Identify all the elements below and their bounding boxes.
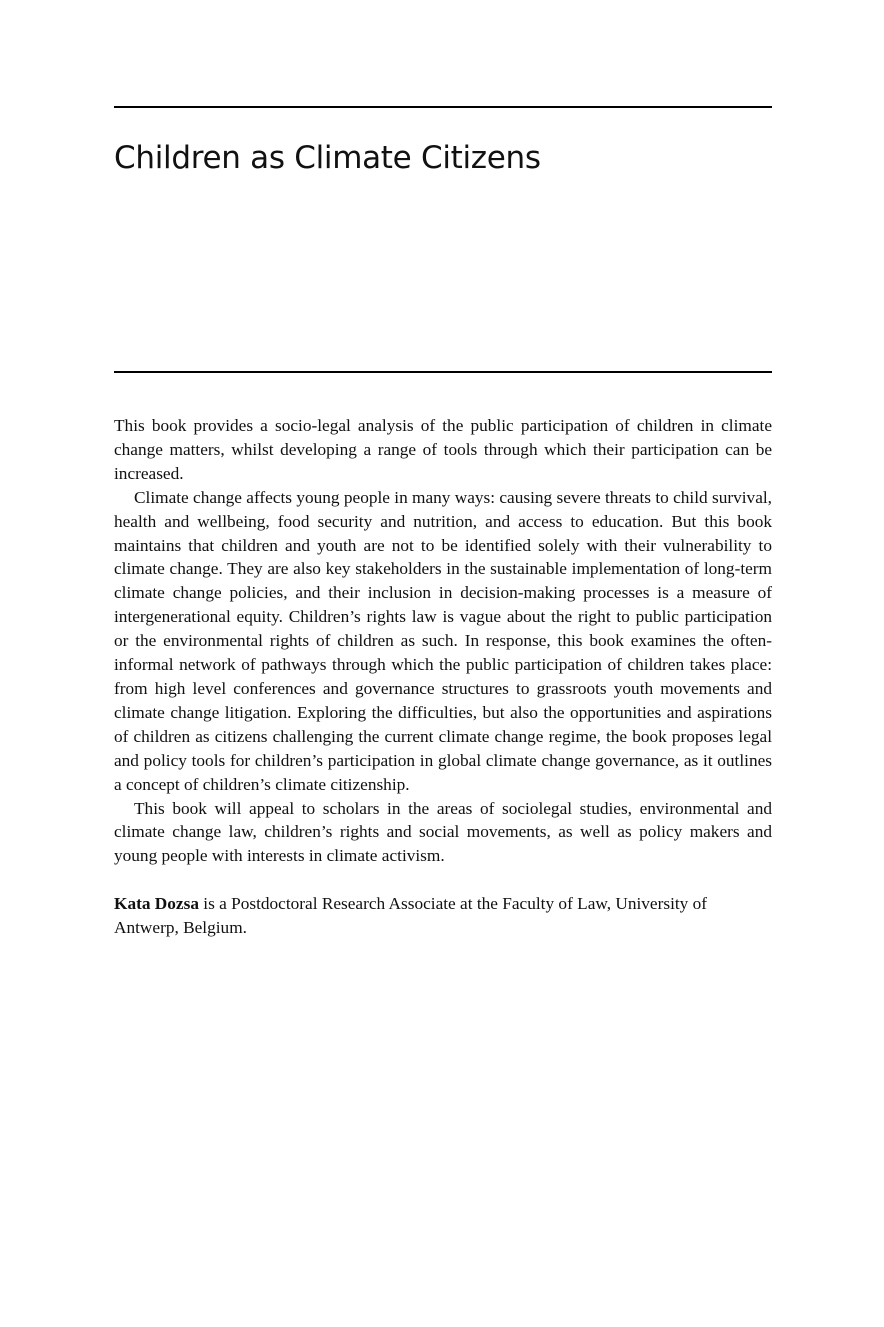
description-paragraph-audience: This book will appeal to scholars in the areas of sociolegal studies, environmental and climate change law, children’s rights and social movements, as well as policy makers and young people with interests in climate activism. (114, 798, 772, 866)
author-name: Kata Dozsa (114, 894, 199, 914)
top-rule (114, 106, 772, 108)
author-bio-text: is a Postdoctoral Research Associate at the Faculty of Law, University of Antwerp, Belgium. (114, 894, 708, 938)
book-description (114, 414, 772, 940)
middle-rule (114, 371, 772, 373)
description-paragraph-intro: This book provides a socio-legal analysis of the public participation of children in climate change matters, whilst developing a range of tools through which their participation can be increased. (114, 416, 772, 483)
description-paragraph-main: Climate change affects young people in many ways: causing severe threats to child survival, health and wellbeing, food security and nutrition, and access to education. But this book maintains that children and youth are not to be identified solely with their vulnerability to climate change. They are also key stakeholders in the sustainable implementation of long-term climate change policies, and their inclusion in decision-making processes is a measure of intergenerational equity. Children’s rights law is vague about the right to public participation or the environmental rights of children as such. In response, this book examines the often-informal network of pathways through which the public participation of children takes place: from high level conferences and governance structures to grassroots youth movements and climate change litigation. Exploring the difficulties, but also the opportunities and aspirations of children as citizens challenging the current climate change regime, the book proposes legal and policy tools for children’s participation in global climate change governance, as it outlines a concept of children’s climate citizenship. (114, 487, 772, 794)
book-title: Children as Climate Citizens (114, 140, 541, 176)
author-bio (114, 892, 772, 940)
